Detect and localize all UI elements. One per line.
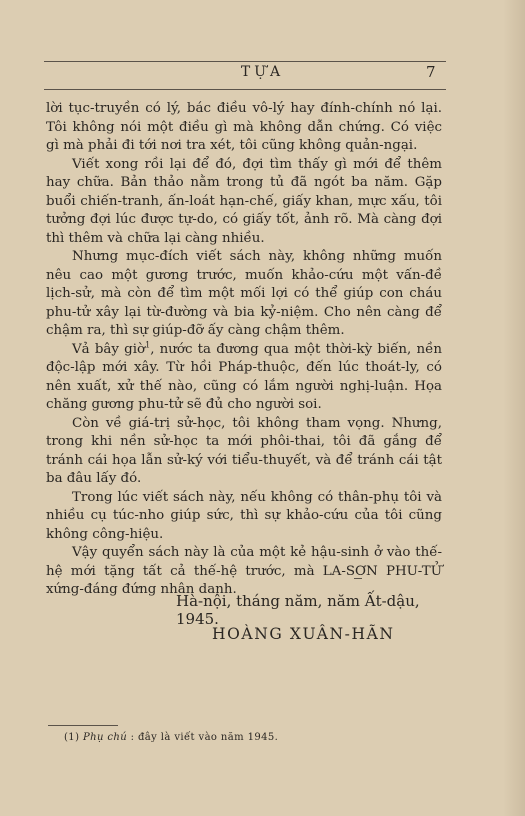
footnote-rule bbox=[48, 725, 118, 726]
paragraph: Vậy quyển sách này là của một kẻ hậu-sinh ở vào thế-hệ mới tặng tất cả thế-hệ trước, mà LA-SƠN PHU-TỬ xứng-đáng đứng nhân danh. bbox=[46, 545, 442, 597]
paragraph: Trong lúc viết sách này, nếu không có thân-phụ tôi và nhiều cụ túc-nho giúp sức, thì sự khảo-cứu của tôi cũng không công-hiệu. bbox=[46, 489, 442, 542]
paragraph-rest: , nước ta đương qua một thời-kỳ biến, nền độc-lập mới xây. Từ hồi Pháp-thuộc, đến lúc thoát-ly, có nên xuất, xử thế nào, cũng có lắm người nghị-luận. Họa chăng gương phu-tử sẽ đủ cho người soi. bbox=[46, 341, 442, 412]
place-date: Hà-nội, tháng năm, năm Ất-dậu, 1945. bbox=[176, 592, 420, 628]
page-number: 7 bbox=[426, 63, 436, 81]
header-bottom-rule bbox=[44, 89, 446, 90]
footnote-text: : đây là viết vào năm 1945. bbox=[130, 732, 279, 743]
paragraph: Còn về giá-trị sử-học, tôi không tham vọng. Nhưng, trong khi nền sử-học ta mới phôi-thai, tôi đã gắng để tránh cái họa lẫn sử-ký với tiểu-thuyết, và để tránh cái tật ba đâu lấy đó. bbox=[46, 415, 442, 486]
paragraph: lời tục-truyền có lý, bác điều vô-lý hay đính-chính nó lại. Tôi không nói một điều gì mà không dẫn chứng. Có việc gì mà phải đi tới nơi tra xét, tôi cũng không quản-ngại. bbox=[46, 101, 442, 153]
paragraph bbox=[46, 341, 442, 415]
author-signature: HOÀNG XUÂN-HÃN bbox=[212, 625, 395, 643]
paragraph: Nhưng mục-đích viết sách này, không những muốn nêu cao một gương trước, muốn khảo-cứu một vấn-đề lịch-sử, mà còn để tìm một mối lợi có thể giúp con cháu phu-tử xây lại từ-đường và bia kỷ-niệm. Cho nên càng để chậm ra, thì sự giúp-đỡ ấy càng chậm thêm. bbox=[46, 249, 442, 338]
paragraph: Viết xong rồi lại để đó, đợi tìm thấy gì mới để thêm hay chữa. Bản thảo nằm trong tủ đã ngót ba năm. Gặp buổi chiến-tranh, ấn-loát hạn-chế, giấy khan, mực xấu, tôi tưởng đợi lúc được tự-do, có giấy tốt, ảnh rõ. Mà càng đợi thì thêm và chữa lại càng nhiều. bbox=[46, 156, 442, 246]
header-top-rule bbox=[44, 61, 446, 62]
footnote-number: (1) bbox=[64, 732, 80, 743]
paragraph-start: Vả bây giờ bbox=[72, 341, 146, 357]
footnote-marker: 1 bbox=[145, 340, 151, 350]
page-edge-shadow bbox=[503, 0, 525, 816]
body-text bbox=[46, 100, 442, 600]
footnote bbox=[64, 732, 278, 743]
footnote-label: Phụ chú bbox=[82, 732, 128, 743]
closing-place-date bbox=[176, 592, 446, 628]
closing-dash bbox=[354, 578, 362, 579]
running-title: TỰA bbox=[240, 64, 285, 80]
